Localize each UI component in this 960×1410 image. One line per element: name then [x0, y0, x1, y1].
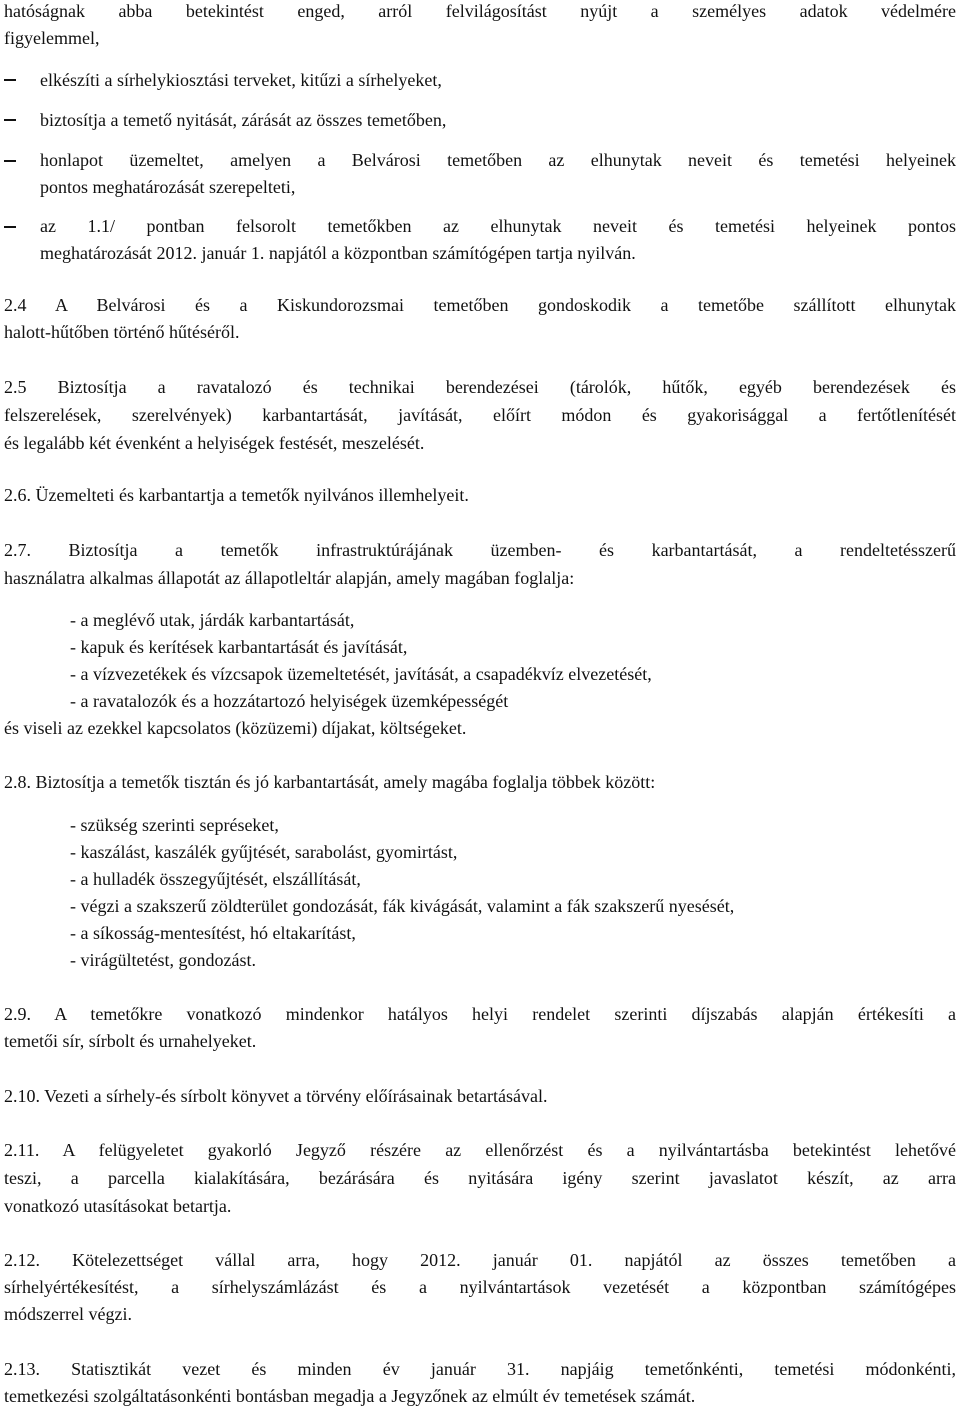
sub-list-item: - szükség szerinti sepréseket, [70, 815, 279, 835]
paragraph-2-11: 2.11. A felügyeletet gyakorló Jegyző részére az ellenőrzést és a nyilvántartásba betekintést lehetővé [4, 1140, 956, 1160]
paragraph-2-5: felszerelések, szerelvények) karbantartását, javítását, előírt módon és gyakorisággal a fertőtlenítését [4, 405, 956, 425]
paragraph-2-5: és legalább két évenként a helyiségek festését, meszelését. [4, 433, 425, 453]
sub-list-item: - kaszálást, kaszálék gyűjtését, sarabolást, gyomirtást, [70, 842, 458, 862]
text-line: hatóságnak abba betekintést enged, arról felvilágosítást nyújt a személyes adatok védelmére [4, 1, 956, 21]
sub-list-item: - a hulladék összegyűjtését, elszállítását, [70, 869, 361, 889]
paragraph-2-13: temetkezési szolgáltatásonkénti bontásban megadja a Jegyzőnek az elmúlt év temetések számát. [4, 1386, 696, 1406]
list-item-text: meghatározását 2012. január 1. napjától a központban számítógépen tartja nyilván. [40, 243, 636, 263]
sub-list-item: - a ravatalozók és a hozzátartozó helyiségek üzemképességét [70, 691, 509, 711]
list-item-text: honlapot üzemeltet, amelyen a Belvárosi temetőben az elhunytak neveit és temetési helyeinek [40, 150, 956, 170]
sub-list-item: - a meglévő utak, járdák karbantartását, [70, 610, 355, 630]
paragraph-2-4: halott-hűtőben történő hűtéséről. [4, 322, 240, 342]
sub-list-item: - a síkosság-mentesítést, hó eltakarítást, [70, 923, 356, 943]
paragraph-2-9: 2.9. A temetőkre vonatkozó mindenkor hatályos helyi rendelet szerinti díjszabás alapján értékesíti a [4, 1004, 956, 1024]
paragraph-2-12: módszerrel végzi. [4, 1304, 132, 1324]
sub-list-item: - a vízvezetékek és vízcsapok üzemeltetését, javítását, a csapadékvíz elvezetését, [70, 664, 652, 684]
paragraph-2-4: 2.4 A Belvárosi és a Kiskundorozsmai temetőben gondoskodik a temetőbe szállított elhunytak [4, 295, 956, 315]
paragraph-2-6: 2.6. Üzemelteti és karbantartja a temetők nyilvános illemhelyeit. [4, 485, 469, 505]
paragraph-2-7: és viseli az ezekkel kapcsolatos (közüzemi) díjakat, költségeket. [4, 718, 467, 738]
paragraph-2-11: vonatkozó utasításokat betartja. [4, 1196, 232, 1216]
list-item-text: elkészíti a sírhelykiosztási terveket, kitűzi a sírhelyeket, [40, 70, 442, 90]
dash-bullet [4, 160, 16, 162]
paragraph-2-12: sírhelyértékesítést, a sírhelyszámlázást és a nyilvántartások vezetését a központban számítógépes [4, 1277, 956, 1297]
sub-list-item: - virágültetést, gondozást. [70, 950, 256, 970]
dash-bullet [4, 119, 16, 121]
paragraph-2-8: 2.8. Biztosítja a temetők tisztán és jó karbantartását, amely magába foglalja többek között: [4, 772, 656, 792]
dash-bullet [4, 226, 16, 228]
dash-bullet [4, 79, 16, 81]
paragraph-2-13: 2.13. Statisztikát vezet és minden év január 31. napjáig temetőnkénti, temetési módonkénti, [4, 1359, 956, 1379]
paragraph-2-10: 2.10. Vezeti a sírhely-és sírbolt könyvet a törvény előírásainak betartásával. [4, 1086, 548, 1106]
paragraph-2-9: temetői sír, sírbolt és urnahelyeket. [4, 1031, 257, 1051]
paragraph-2-7: 2.7. Biztosítja a temetők infrastruktúrájának üzemben- és karbantartását, a rendeltetésszerű [4, 540, 956, 560]
paragraph-2-5: 2.5 Biztosítja a ravatalozó és technikai berendezései (tárolók, hűtők, egyéb berendezések és [4, 377, 956, 397]
paragraph-2-11: teszi, a parcella kialakítására, bezárására és nyitására igény szerint javaslatot készít, az arra [4, 1168, 956, 1188]
paragraph-2-7: használatra alkalmas állapotát az állapotleltár alapján, amely magában foglalja: [4, 568, 575, 588]
sub-list-item: - végzi a szakszerű zöldterület gondozását, fák kivágását, valamint a fák szakszerű nyesését, [70, 896, 735, 916]
sub-list-item: - kapuk és kerítések karbantartását és javítását, [70, 637, 408, 657]
list-item-text: biztosítja a temető nyitását, zárását az összes temetőben, [40, 110, 447, 130]
list-item-text: pontos meghatározását szerepelteti, [40, 177, 296, 197]
list-item-text: az 1.1/ pontban felsorolt temetőkben az elhunytak neveit és temetési helyeinek pontos [40, 216, 956, 236]
paragraph-2-12: 2.12. Kötelezettséget vállal arra, hogy 2012. január 01. napjától az összes temetőben a [4, 1250, 956, 1270]
text-line: figyelemmel, [4, 28, 100, 48]
